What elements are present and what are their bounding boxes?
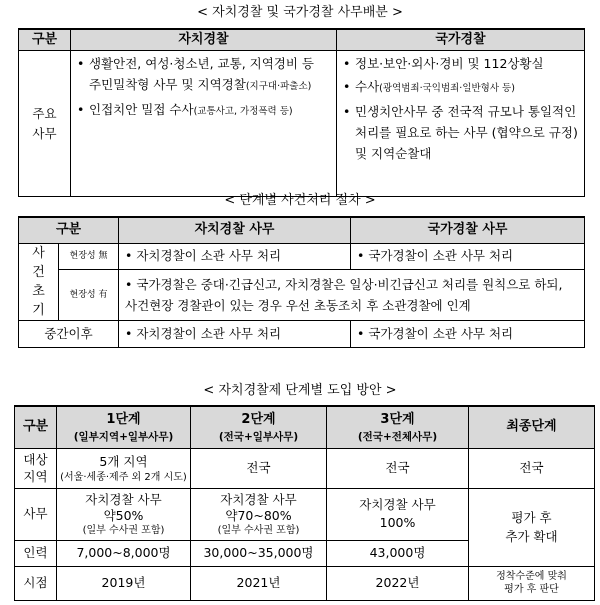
header-stage-3	[327, 406, 469, 448]
cell-value: 100%	[379, 515, 416, 530]
header-stage-2	[191, 406, 327, 448]
phase-introduction-table	[14, 405, 595, 601]
table3-caption: < 자치경찰제 단계별 도입 방안 >	[203, 383, 397, 398]
timing-stage-1: 2019년	[57, 566, 191, 600]
duties-stage-3	[327, 488, 469, 540]
bullet: •	[343, 104, 351, 119]
staff-stage-2: 30,000~35,000명	[191, 540, 327, 566]
target-final: 전국	[469, 448, 595, 488]
timing-stage-2: 2021년	[191, 566, 327, 600]
stage-title: 2단계	[241, 412, 276, 428]
item-note: (교통사고, 가정폭력 등)	[193, 106, 293, 117]
cell-note: (일부 수사권 포함)	[217, 524, 300, 536]
national-duties-cell	[337, 51, 585, 197]
cell-value: 추가 확대	[505, 529, 558, 544]
stage-subtitle: (전국+전체사무)	[357, 431, 438, 444]
list-item	[77, 99, 330, 122]
cell-value: 평가 후 판단	[504, 584, 559, 595]
cell-value: 자치경찰 사무	[85, 491, 162, 507]
item-text: 생활안전, 여성·청소년, 교통, 지역경비 등 주민밀착형 사무 및 지역경찰	[89, 56, 314, 92]
target-stage-1	[57, 448, 191, 488]
list-item	[77, 53, 330, 97]
label-char: 기	[32, 302, 45, 318]
cell-value: 5개 지역	[99, 453, 148, 469]
duties-stage-2	[191, 488, 327, 540]
header-gubun: 구분	[19, 217, 119, 243]
timing-final	[469, 566, 595, 600]
header-final-stage	[469, 406, 595, 448]
table2-caption: < 단계별 사건처리 절차 >	[224, 193, 376, 208]
scene-none-label: 현장성 無	[59, 243, 119, 269]
scene-yes-label: 현장성 有	[59, 269, 119, 320]
row-label-line: 주요	[32, 105, 57, 121]
label-char: 건	[32, 264, 45, 280]
item-text: 정보·보안·외사·경비 및 112상황실	[355, 56, 544, 71]
row-label-duties: 사무	[15, 488, 57, 540]
scene-yes-rule-cell: • 국가경찰은 중대·긴급신고, 자치경찰은 일상·비긴급신고 처리를 원칙으로 하되, 사건현장 경찰관이 있는 경우 우선 초동조치 후 소관경찰에 인계	[119, 269, 585, 320]
stage-title: 1단계	[106, 412, 141, 428]
mid-local-cell: • 자치경찰이 소관 사무 처리	[119, 320, 351, 347]
mid-stage-label: 중간이후	[19, 320, 119, 347]
item-text: 민생치안사무 중 전국적 규모나 통일적인 처리를 필요로 하는 사무 (협약으로 규정) 및 지역순찰대	[355, 104, 578, 161]
cell-value: 자치경찰 사무	[359, 497, 436, 512]
bullet: •	[77, 102, 85, 117]
timing-stage-3: 2022년	[327, 566, 469, 600]
staff-stage-3: 43,000명	[327, 540, 469, 566]
stage-title: 3단계	[380, 412, 415, 428]
cell-note: (서울·세종·제주 외 2개 시도)	[60, 471, 187, 483]
local-duties-cell	[71, 51, 337, 197]
item-text: 인접치안 밀접 수사	[89, 102, 194, 117]
bullet: •	[343, 56, 351, 71]
stage-title: 최종단계	[506, 419, 557, 435]
cell-value: 약50%	[103, 507, 144, 523]
header-national-police: 국가경찰	[337, 29, 585, 51]
item-note: (광역범죄·국익범죄·일반형사 등)	[379, 83, 515, 94]
row-label-line: 사무	[32, 125, 57, 141]
header-gubun: 구분	[19, 29, 71, 51]
cell-value: 약70~80%	[225, 507, 292, 523]
cell-note: (일부 수사권 포함)	[82, 524, 165, 536]
list-item	[343, 76, 578, 99]
early-local-cell: • 자치경찰이 소관 사무 처리	[119, 243, 351, 269]
row-label-line: 지역	[23, 469, 48, 484]
list-item	[343, 101, 578, 164]
row-label-target-region	[15, 448, 57, 488]
row-label-main-duties	[19, 51, 71, 197]
early-national-cell: • 국가경찰이 소관 사무 처리	[351, 243, 585, 269]
bullet: •	[77, 56, 85, 71]
row-label-staff: 인력	[15, 540, 57, 566]
header-stage-1	[57, 406, 191, 448]
target-stage-3: 전국	[327, 448, 469, 488]
header-local-duties: 자치경찰 사무	[119, 217, 351, 243]
office-distribution-table	[18, 28, 585, 197]
duties-final	[469, 488, 595, 566]
case-procedure-table	[18, 216, 585, 348]
target-stage-2: 전국	[191, 448, 327, 488]
stage-subtitle: (전국+일부사무)	[218, 431, 299, 444]
item-text: 수사	[355, 79, 380, 94]
cell-value: 정착수준에 맞춰	[496, 571, 567, 582]
cell-value: 자치경찰 사무	[220, 491, 297, 507]
label-char: 사	[32, 245, 45, 261]
row-label-line: 대상	[23, 452, 48, 467]
table1-caption: < 자치경찰 및 국가경찰 사무배분 >	[197, 5, 403, 20]
cell-value: 평가 후	[511, 510, 552, 525]
bullet: •	[343, 79, 351, 94]
list-item	[343, 53, 578, 74]
label-char: 초	[32, 283, 45, 299]
header-national-duties: 국가경찰 사무	[351, 217, 585, 243]
early-stage-label	[19, 243, 59, 320]
mid-national-cell: • 국가경찰이 소관 사무 처리	[351, 320, 585, 347]
header-local-police: 자치경찰	[71, 29, 337, 51]
row-label-timing: 시점	[15, 566, 57, 600]
duties-stage-1	[57, 488, 191, 540]
item-note: (지구대·파출소)	[245, 81, 312, 92]
staff-stage-1: 7,000~8,000명	[57, 540, 191, 566]
stage-subtitle: (일부지역+일부사무)	[73, 431, 174, 444]
header-gubun: 구분	[15, 406, 57, 448]
